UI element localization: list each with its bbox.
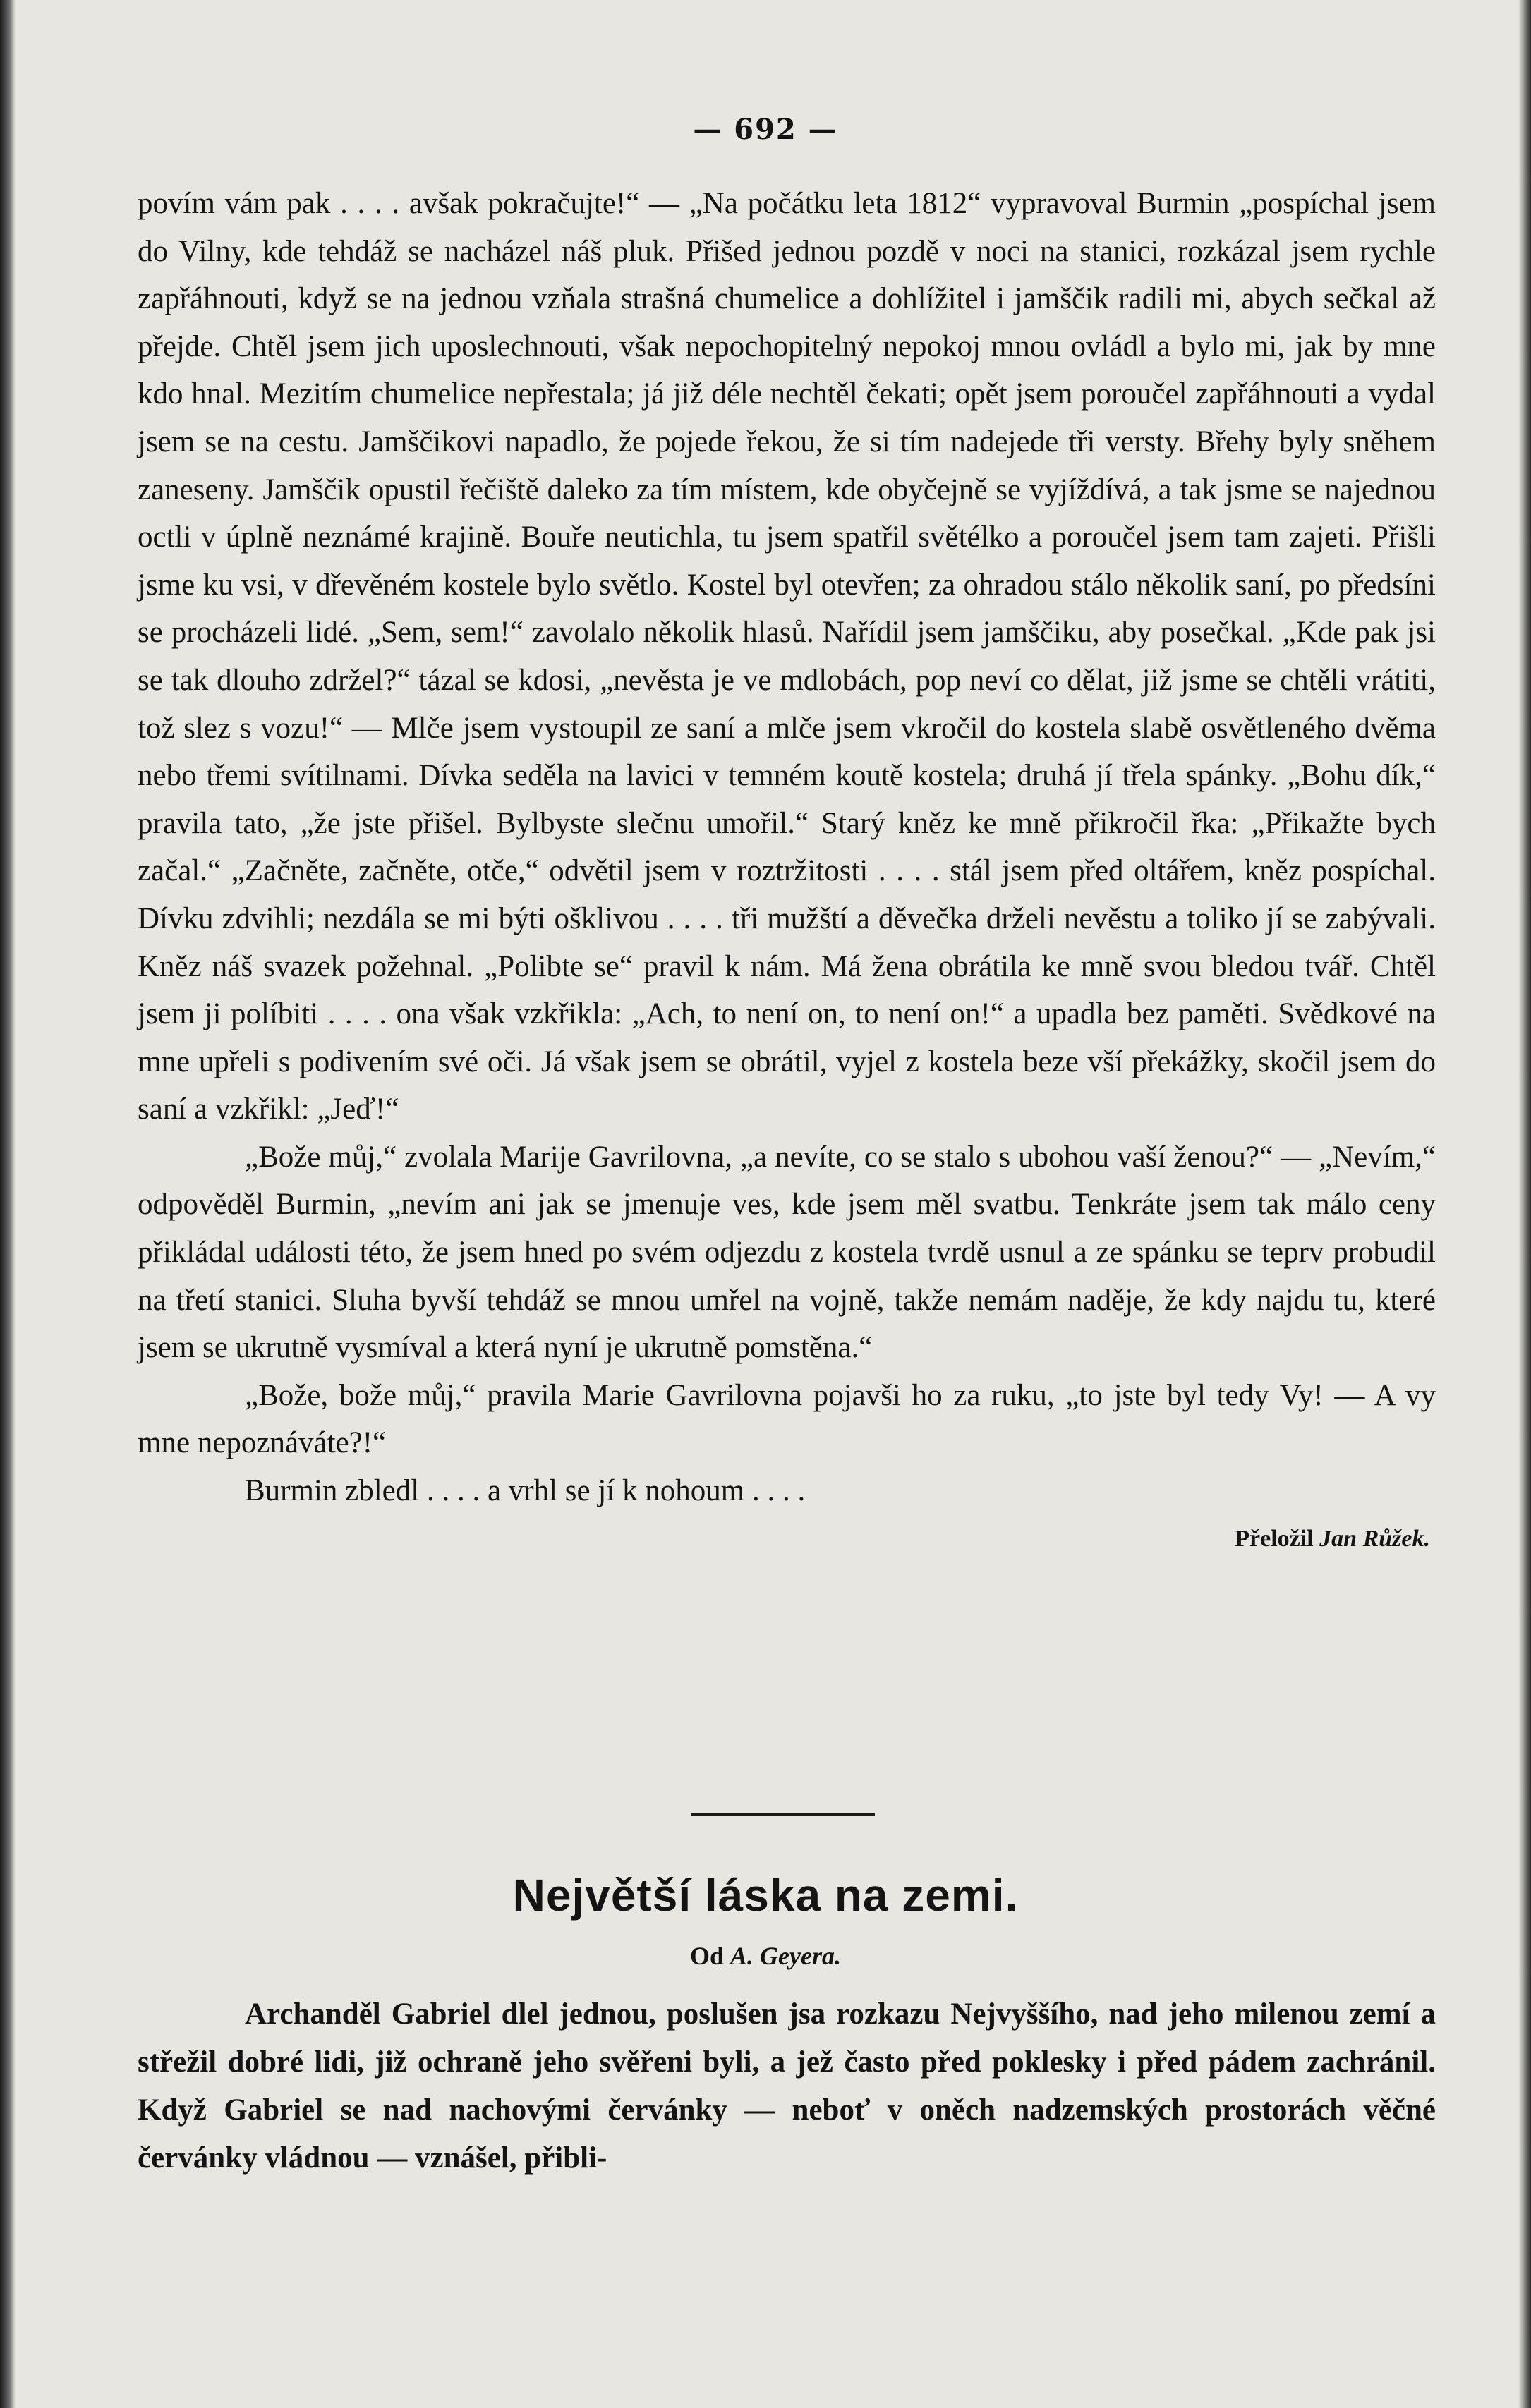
author-name: A. Geyera.: [730, 1942, 841, 1970]
page-number: — 692 —: [693, 113, 838, 146]
section-paragraph: Archanděl Gabriel dlel jednou, poslušen jsa rozkazu Nejvyššího, nad jeho milenou zemí a střežil dobré lidi, již ochraně jeho svěřeni byli, a jež často před poklesky i před pádem zachránil. Když Gabriel se nad nachovými červánky — neboť v oněch nadzemských prostorách věčné červánky vládnou — vznášel, přibli-: [138, 1997, 1436, 2175]
story-text: [138, 180, 1436, 1562]
section-author: [0, 1941, 1531, 1971]
story-paragraph: „Bože můj,“ zvolala Marije Gavrilovna, „a nevíte, co se stalo s ubohou vaší ženou?“ — „Nevím,“ odpověděl Burmin, „nevím ani jak se jmenuje ves, kde jsem měl svatbu. Tenkráte jsem tak málo ceny přikládal události této, že jsem hned po svém odjezdu z kostela tvrdě usnul a ze spánku se teprv probudil na třetí stanici. Sluha byvší tehdáž se mnou umřel na vojně, takže nemám naděje, že kdy najdu tu, které jsem se ukrutně vysmíval a která nyní je ukrutně pomstěna.“: [138, 1140, 1436, 1365]
story-paragraph: povím vám pak . . . . avšak pokračujte!“ — „Na počátku leta 1812“ vypravoval Burmin „pospíchal jsem do Vilny, kde tehdáž se nacházel náš pluk. Přišed jednou pozdě v noci na stanici, rozkázal jsem rychle zapřáhnouti, když se na jednou vzňala strašná chumelice a dohlížitel i jamščik radili mi, abych sečkal až přejde. Chtěl jsem jich uposlechnouti, však nepochopitelný nepokoj mnou ovládl a bylo mi, jak by mne kdo hnal. Mezitím chumelice nepřestala; já již déle nechtěl čekati; opět jsem poroučel zapřáhnouti a vydal jsem se na cestu. Jamščikovi napadlo, že pojede řekou, že si tím nadejede tři versty. Břehy byly sněhem zaneseny. Jamščik opustil řečiště daleko za tím místem, kde obyčejně se vyjíždívá, a tak jsme se najednou octli v úplně neznámé krajině. Bouře neutichla, tu jsem spatřil světélko a poroučel jsem tam zajeti. Přišli jsme ku vsi, v dřevěném kostele bylo světlo. Kostel byl otevřen; za ohradou stálo několik saní, po předsíni se procházeli lidé. „Sem, sem!“ zavolalo několik hlasů. Nařídil jsem jamščiku, aby posečkal. „Kde pak jsi se tak dlouho zdržel?“ tázal se kdosi, „nevěsta je ve mdlobách, pop neví co dělat, již jsme se chtěli vrátiti, tož slez s vozu!“ — Mlče jsem vystoupil ze saní a mlče jsem vkročil do kostela slabě osvětleného dvěma nebo třemi svítilnami. Dívka seděla na lavici v temném koutě kostela; druhá jí třela spánky. „Bohu dík,“ pravila tato, „že jste přišel. Bylbyste slečnu umořil.“ Starý kněz ke mně přikročil řka: „Přikažte bych začal.“ „Začněte, začněte, otče,“ odvětil jsem v roztržitosti . . . . stál jsem před oltářem, kněz pospíchal. Dívku zdvihli; nezdála se mi býti ošklivou . . . . tři mužští a děvečka drželi nevěstu a toliko jí se zabývali. Kněz náš svazek požehnal. „Polibte se“ pravil k nám. Má žena obrátila ke mně svou bledou tvář. Chtěl jsem ji políbiti . . . . ona však vzkřikla: „Ach, to není on, to není on!“ a upadla bez paměti. Svědkové na mne upřeli s podivením své oči. Já však jsem se obrátil, vyjel z kostela beze vší překážky, skočil jsem do saní a vzkřikl: „Jeď!“: [138, 187, 1436, 1126]
translator-credit: [138, 1515, 1436, 1563]
story-paragraph: „Bože, bože můj,“ pravila Marie Gavrilovna pojavši ho za ruku, „to jste byl tedy Vy! — A vy mne nepoznáváte?!“: [138, 1378, 1436, 1460]
story-paragraph: Burmin zbledl . . . . a vrhl se jí k nohoum . . . .: [245, 1474, 806, 1508]
translator-name: Jan Růžek.: [1319, 1525, 1430, 1552]
translator-prefix: Přeložil: [1235, 1525, 1314, 1552]
section-title: Největší láska na zemi.: [512, 1870, 1019, 1921]
section-divider: [691, 1813, 875, 1816]
author-prefix: Od: [690, 1942, 725, 1970]
